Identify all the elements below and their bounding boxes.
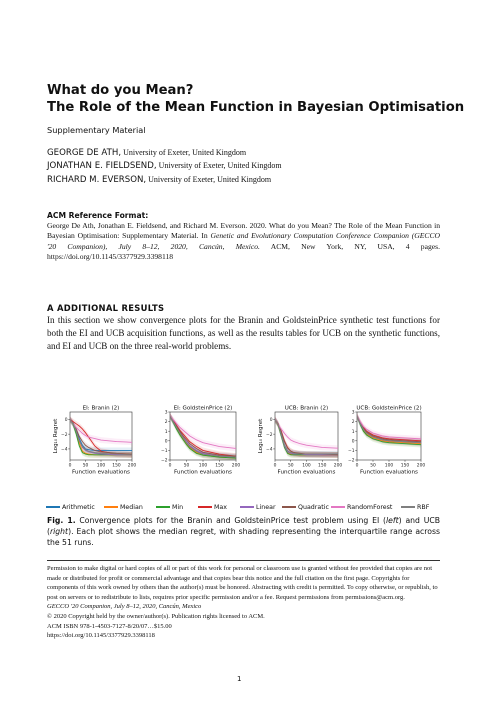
y-tick-label: 0: [64, 417, 68, 423]
x-tick-label: 0: [273, 463, 277, 469]
convergence-plots-figure: [32, 402, 452, 512]
chart-panel-4: [348, 406, 425, 476]
y-tick-label: 1: [351, 429, 355, 435]
y-tick-label: 3: [164, 410, 168, 416]
x-tick-label: 100: [302, 463, 311, 469]
x-tick-label: 0: [355, 463, 359, 469]
caption-text-3: ). Each plot shows the median regret, with shading representing the interquartile range across the 51 runs.: [47, 526, 440, 547]
venue-line: GECCO '20 Companion, July 8–12, 2020, Cancún, Mexico: [47, 603, 202, 611]
author-name: JONATHAN E. FIELDSEND,: [47, 161, 157, 172]
chart-title: EI: GoldsteinPrice (2): [173, 405, 233, 412]
x-tick-label: 0: [68, 463, 72, 469]
x-tick-label: 200: [127, 463, 137, 469]
x-tick-label: 200: [416, 463, 426, 469]
legend-label: Max: [214, 504, 228, 511]
x-axis-label: Function evaluations: [277, 469, 336, 476]
legend-item-arithmetic: [46, 503, 95, 512]
chart-panel-1: [53, 406, 136, 476]
legend-label: Min: [172, 504, 184, 511]
y-tick-label: −4: [61, 447, 68, 453]
legend-item-min: [156, 503, 183, 512]
author-1: [47, 146, 282, 159]
author-affiliation: University of Exeter, United Kingdom: [146, 174, 272, 184]
legend-item-linear: [240, 503, 276, 512]
y-tick-label: −1: [161, 449, 168, 454]
y-tick-label: 1: [164, 429, 168, 435]
legend-item-quadratic: [282, 503, 329, 512]
acm-reference-part-1: George De Ath, Jonathan E. Fieldsend, and Richard M. Everson. 2020. What do you Mean? The Role of the Mean Function in Bayesian Optimisation: Supplementary Material. In: [47, 221, 440, 241]
y-tick-label: −4: [266, 447, 273, 453]
legend-item-median: [104, 503, 143, 512]
legend-swatch: [156, 506, 170, 508]
caption-right: right: [50, 526, 69, 536]
acm-reference-heading: ACM Reference Format:: [47, 211, 149, 220]
x-tick-label: 100: [96, 463, 106, 469]
isbn-line: ACM ISBN 978-1-4503-7127-8/20/07…$15.00: [47, 622, 172, 630]
x-tick-label: 150: [400, 463, 410, 469]
x-tick-label: 50: [82, 463, 89, 469]
paper-subtitle: Supplementary Material: [47, 125, 146, 135]
legend-label: RandomForest: [347, 504, 393, 511]
chart-panel-3: [258, 406, 342, 476]
x-tick-label: 50: [370, 463, 376, 469]
section-body: In this section we show convergence plots for the Branin and GoldsteinPrice synthetic test functions for both the EI and UCB acquisition functions, as well as the results tables for UCB on the synthetic functions, and EI and UCB on the three real-world problems.: [47, 315, 440, 351]
caption-left: left: [386, 516, 399, 525]
legend-swatch: [331, 506, 345, 508]
chart-title: UCB: Branin (2): [284, 405, 329, 412]
y-tick-label: −2: [161, 458, 168, 464]
permission-footnote: [47, 564, 440, 641]
legend-label: Quadratic: [298, 504, 329, 511]
y-axis-label: Log₁₀ Regret: [53, 418, 59, 454]
footnote-rule: [47, 560, 440, 561]
author-list: [47, 146, 282, 186]
acm-reference-part-2: ACM, New York, NY, USA, 4 pages. https://doi.org/10.1145/3377929.3398118: [47, 241, 440, 262]
figure-caption: [47, 516, 440, 548]
caption-text-2: ) and UCB (: [47, 516, 440, 536]
x-axis-label: Function evaluations: [72, 469, 130, 476]
legend-swatch: [104, 506, 118, 508]
title-line-2: The Role of the Mean Function in Bayesian Optimisation: [47, 99, 465, 115]
legend-swatch: [240, 506, 254, 508]
legend-swatch: [282, 506, 296, 508]
author-name: GEORGE DE ATH,: [47, 148, 122, 158]
caption-label: Fig. 1.: [47, 516, 76, 525]
x-tick-label: 100: [384, 463, 394, 469]
y-axis-label: Log₁₀ Regret: [258, 418, 264, 454]
y-tick-label: −2: [266, 432, 273, 438]
title-line-1: What do you Mean?: [47, 83, 194, 98]
legend-label: RBF: [417, 504, 430, 511]
paper-title: [47, 83, 464, 116]
y-tick-label: −1: [348, 449, 355, 454]
author-affiliation: University of Exeter, United Kingdom: [156, 161, 282, 171]
page-number: 1: [237, 675, 242, 683]
acm-reference-venue: Genetic and Evolutionary Computation Conference Companion (GECCO '20 Companion), July 8–12, 2020, Cancún, Mexico.: [47, 231, 440, 251]
x-tick-label: 150: [318, 463, 327, 469]
chart-title: UCB: GoldsteinPrice (2): [356, 405, 422, 412]
x-tick-label: 0: [168, 463, 172, 469]
figure-legend: [46, 503, 451, 513]
x-axis-label: Function evaluations: [360, 469, 418, 476]
x-tick-label: 100: [198, 463, 208, 469]
y-tick-label: 3: [351, 410, 355, 416]
legend-item-rbf: [401, 503, 429, 512]
author-name: RICHARD M. EVERSON,: [47, 174, 147, 185]
legend-swatch: [401, 506, 415, 508]
chart-panel-2: [161, 406, 240, 476]
x-axis-label: Function evaluations: [174, 469, 232, 476]
permission-text: Permission to make digital or hard copies of all or part of this work for personal or classroom use is granted without fee provided that copies are not made or distributed for profit or commercial advantage and that copies bear this notice and the full citation on the first page. Copyrights for components of this work owned by others than the author(s) must be honored. Abstracting with credit is permitted. To copy otherwise, or republish, to post on servers or to redistribute to lists, requires prior specific permission and/or a fee. Request permissions from permissions@acm.org.: [47, 565, 438, 601]
x-tick-label: 150: [112, 463, 121, 469]
y-tick-label: 0: [351, 439, 355, 445]
copyright-line: © 2020 Copyright held by the owner/author(s). Publication rights licensed to ACM.: [47, 612, 265, 620]
y-tick-label: 2: [164, 420, 168, 426]
legend-item-randomforest: [331, 503, 392, 512]
section-heading: A ADDITIONAL RESULTS: [47, 303, 165, 313]
legend-label: Linear: [256, 504, 276, 511]
author-affiliation: University of Exeter, United Kingdom: [121, 148, 247, 157]
legend-swatch: [198, 506, 212, 508]
x-tick-label: 50: [183, 463, 190, 469]
legend-swatch: [46, 506, 60, 508]
y-tick-label: 2: [351, 420, 355, 426]
x-tick-label: 50: [287, 463, 294, 469]
y-tick-label: −2: [348, 458, 355, 464]
y-tick-label: 0: [269, 417, 273, 423]
legend-label: Median: [120, 504, 143, 511]
doi-line: https://doi.org/10.1145/3377929.3398118: [47, 632, 155, 640]
x-tick-label: 150: [215, 463, 224, 469]
acm-reference-text: [47, 221, 440, 263]
x-tick-label: 200: [333, 463, 343, 469]
legend-item-max: [198, 503, 227, 512]
chart-title: EI: Branin (2): [82, 405, 120, 412]
caption-text-1: Convergence plots for the Branin and GoldsteinPrice test problem using EI (: [75, 516, 387, 525]
legend-label: Arithmetic: [62, 504, 95, 511]
author-2: [47, 159, 282, 172]
author-3: [47, 173, 282, 186]
y-tick-label: −2: [61, 432, 68, 438]
y-tick-label: 0: [164, 439, 168, 445]
x-tick-label: 200: [231, 463, 241, 469]
